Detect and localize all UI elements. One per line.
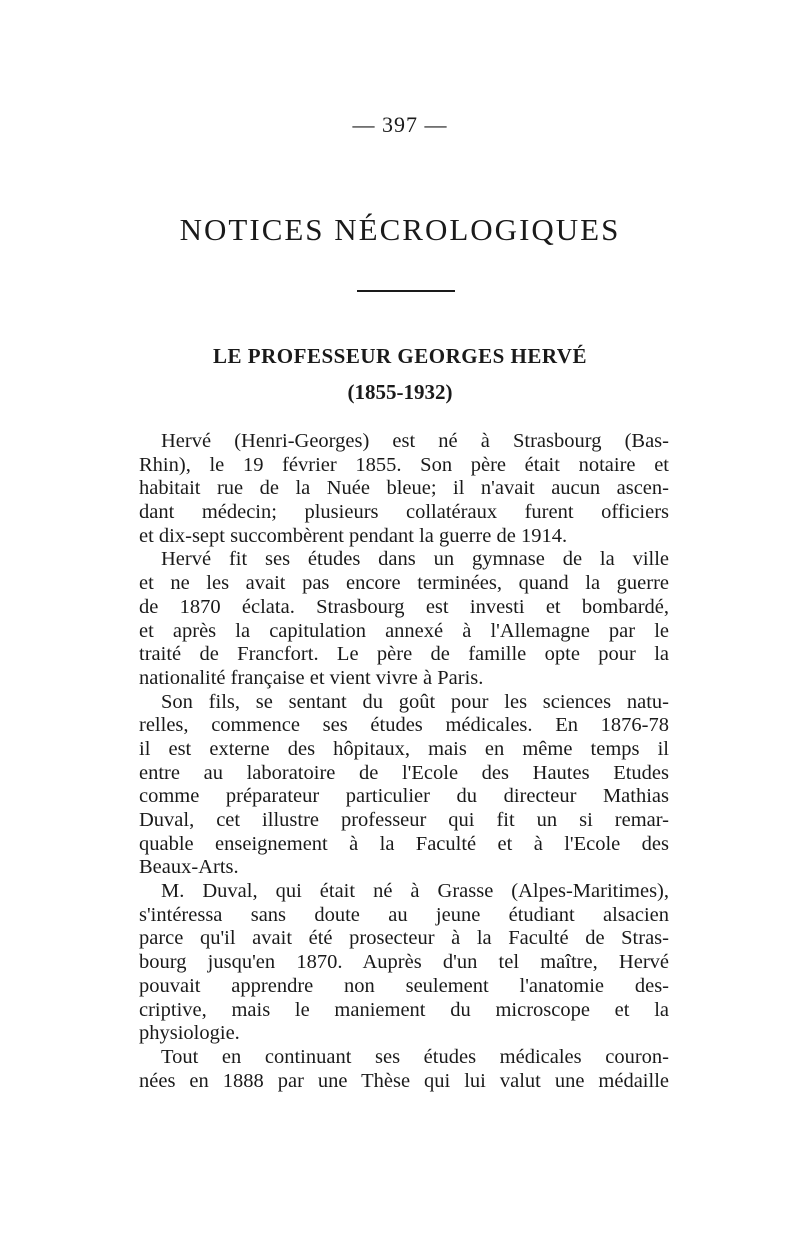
body-line: traité de Francfort. Le père de famille opte pour la [139,643,669,666]
body-line: Hervé fit ses études dans un gymnase de la ville [161,548,669,571]
body-line: habitait rue de la Nuée bleue; il n'avait aucun ascen- [139,477,669,500]
body-line: pouvait apprendre non seulement l'anatomie des- [139,974,669,997]
body-line: Hervé (Henri-Georges) est né à Strasbourg (Bas- [161,430,669,452]
body-line: entre au laboratoire de l'Ecole des Hautes Etudes [139,761,669,784]
page-number: — 397 — [352,112,448,137]
body-line: Tout en continuant ses études médicales couron- [161,1045,669,1068]
body-line: bourg jusqu'en 1870. Auprès d'un tel maître, Hervé [139,951,669,974]
section-title: NOTICES NÉCROLOGIQUES [179,212,621,247]
article-title: LE PROFESSEUR GEORGES HERVÉ [213,344,587,368]
body-line: quable enseignement à la Faculté et à l'Ecole des [139,832,669,855]
body-line: nées en 1888 par une Thèse qui lui valut une médaille [139,1069,669,1092]
body-line: et ne les avait pas encore terminées, quand la guerre [139,572,669,595]
body-line: il est externe des hôpitaux, mais en même temps il [139,737,669,760]
article-body [139,430,669,1093]
body-line: parce qu'il avait été prosecteur à la Faculté de Stras- [139,927,669,950]
body-line: de 1870 éclata. Strasbourg est investi et bombardé, [139,595,669,618]
body-line: et après la capitulation annexé à l'Allemagne par le [139,619,669,642]
body-line: Duval, cet illustre professeur qui fit un si remar- [139,809,669,831]
body-line: criptive, mais le maniement du microscope et la [139,998,669,1021]
body-line: nationalité française et vient vivre à Paris. [139,666,484,689]
article-dates: (1855-1932) [347,380,453,404]
body-line: relles, commence ses études médicales. En 1876-78 [139,714,669,737]
body-line: et dix-sept succombèrent pendant la guerre de 1914. [139,524,568,547]
body-line: physiologie. [139,1022,240,1045]
body-line: comme préparateur particulier du directeur Mathias [139,785,669,808]
title-divider-rule [357,290,455,292]
body-line: Beaux-Arts. [139,856,239,879]
body-line: Son fils, se sentant du goût pour les sciences natu- [161,690,669,713]
body-line: Rhin), le 19 février 1855. Son père était notaire et [139,453,669,476]
body-line: M. Duval, qui était né à Grasse (Alpes-Maritimes), [161,880,669,903]
body-line: s'intéressa sans doute au jeune étudiant alsacien [139,903,669,926]
body-line: dant médecin; plusieurs collatéraux furent officiers [139,501,669,524]
